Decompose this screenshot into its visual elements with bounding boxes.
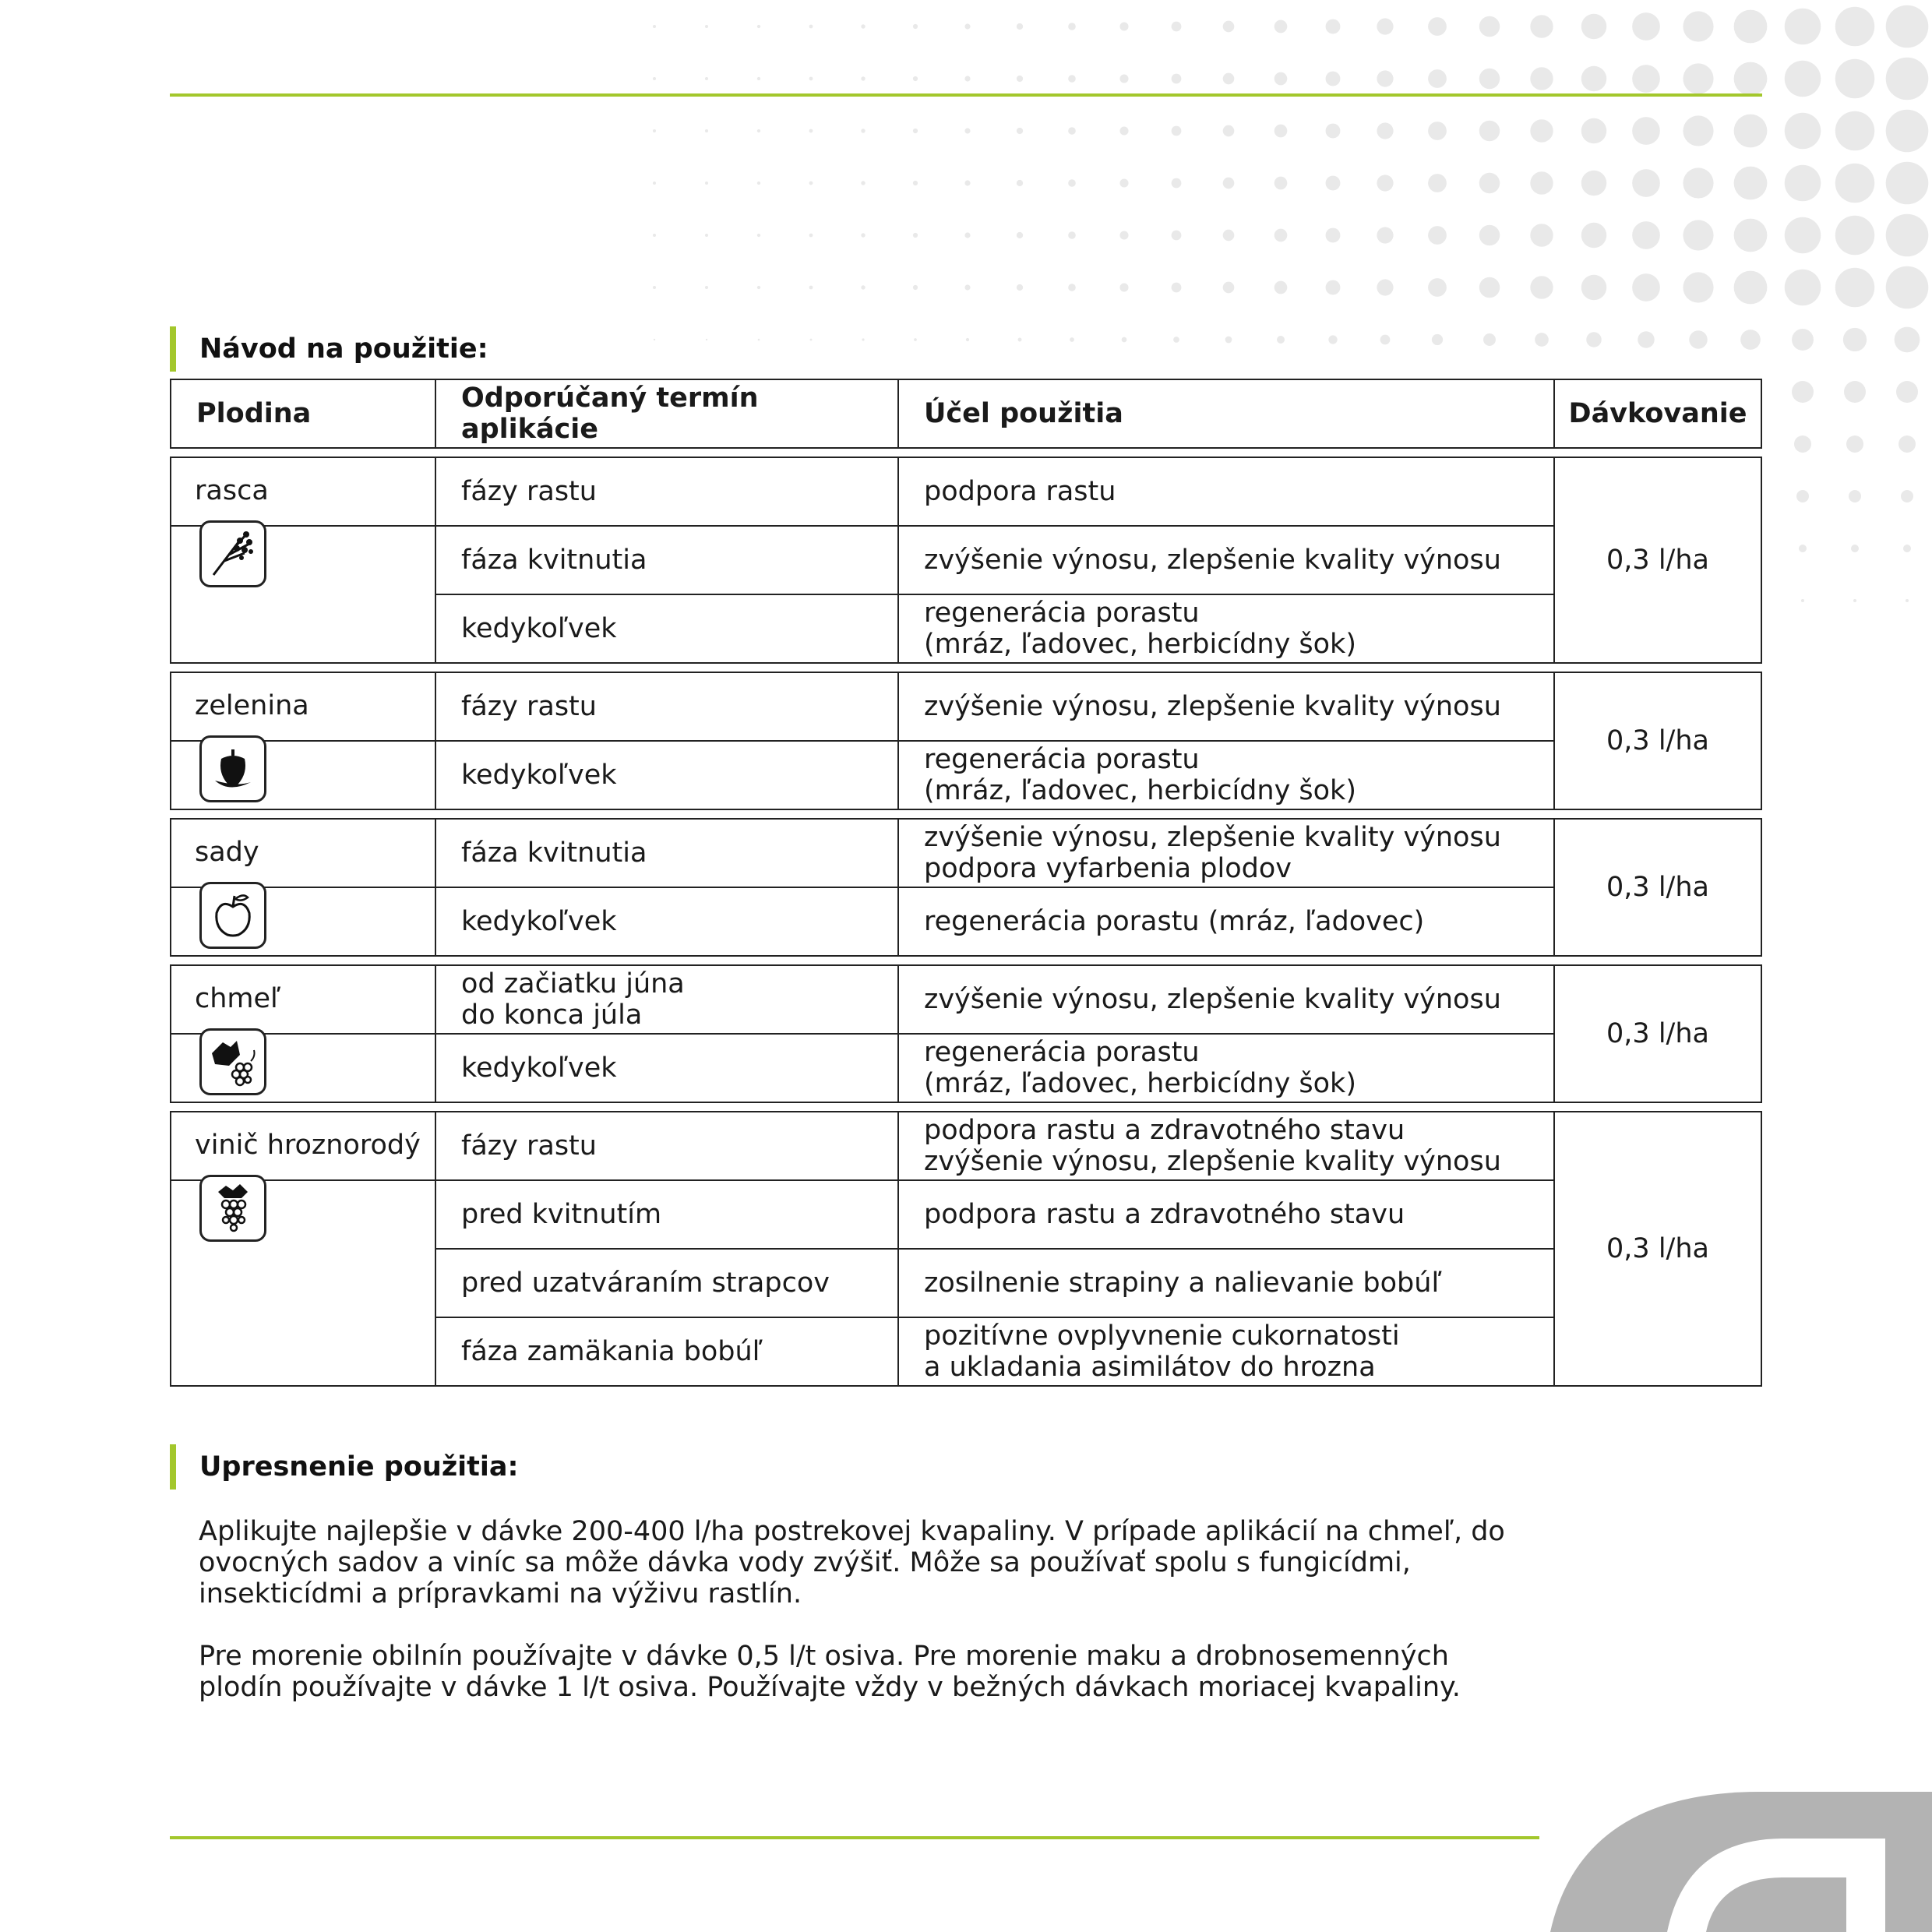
term-cell: fáza kvitnutia — [435, 818, 899, 888]
dose-cell: 0,3 l/ha — [1553, 672, 1762, 810]
header-purpose: Účel použitia — [897, 379, 1555, 449]
purpose-cell: zvýšenie výnosu, zlepšenie kvality výnosu — [897, 964, 1555, 1035]
purpose-cell: pozitívne ovplyvnenie cukornatosti a ukladania asimilátov do hrozna — [897, 1317, 1555, 1387]
purpose-cell: zvýšenie výnosu, zlepšenie kvality výnosu — [897, 525, 1555, 595]
term-cell: fáza kvitnutia — [435, 525, 899, 595]
grapes-icon — [199, 1175, 266, 1242]
term-cell: fázy rastu — [435, 457, 899, 527]
term-cell: fáza zamäkania bobúľ — [435, 1317, 899, 1387]
term-cell: kedykoľvek — [435, 1033, 899, 1103]
details-paragraph-2: Pre morenie obilnín používajte v dávke 0,5 l/t osiva. Pre morenie maku a drobnosemenných plodín používajte v dávke 1 l/t osiva. Používajte vždy v bežných dávkach moriacej kvapaliny. — [199, 1641, 1461, 1703]
dose-cell: 0,3 l/ha — [1553, 1111, 1762, 1387]
crop-name: zelenina — [170, 672, 436, 742]
purpose-cell: zvýšenie výnosu, zlepšenie kvality výnosu podpora vyfarbenia plodov — [897, 818, 1555, 888]
hops-icon — [199, 1028, 266, 1095]
purpose-cell: podpora rastu a zdravotného stavu zvýšenie výnosu, zlepšenie kvality výnosu — [897, 1111, 1555, 1181]
purpose-cell: zvýšenie výnosu, zlepšenie kvality výnosu — [897, 672, 1555, 742]
term-cell: fázy rastu — [435, 1111, 899, 1181]
purpose-cell: zosilnenie strapiny a nalievanie bobúľ — [897, 1248, 1555, 1318]
details-paragraph-1: Aplikujte najlepšie v dávke 200-400 l/ha postrekovej kvapaliny. V prípade aplikácií na chmeľ, do ovocných sadov a viníc sa môže dávka vody zvýšiť. Môže sa používať spolu s fungicídmi, insekticídmi a prípravkami na výživu rastlín. — [199, 1516, 1505, 1609]
header-term: Odporúčaný termín aplikácie — [435, 379, 899, 449]
term-cell: kedykoľvek — [435, 887, 899, 957]
details-section-title: Upresnenie použitia: — [170, 1444, 519, 1490]
apple-icon — [199, 882, 266, 949]
crop-name: sady — [170, 818, 436, 888]
purpose-cell: regenerácia porastu (mráz, ľadovec, herbicídny šok) — [897, 594, 1555, 664]
term-cell: pred kvitnutím — [435, 1179, 899, 1250]
purpose-cell: regenerácia porastu (mráz, ľadovec) — [897, 887, 1555, 957]
term-cell: od začiatku júna do konca júla — [435, 964, 899, 1035]
top-divider — [170, 93, 1762, 97]
term-cell: pred uzatváraním strapcov — [435, 1248, 899, 1318]
header-crop: Plodina — [170, 379, 436, 449]
purpose-cell: regenerácia porastu (mráz, ľadovec, herbicídny šok) — [897, 740, 1555, 810]
caraway-icon — [199, 520, 266, 587]
crop-name: chmeľ — [170, 964, 436, 1035]
purpose-cell: podpora rastu — [897, 457, 1555, 527]
dose-cell: 0,3 l/ha — [1553, 818, 1762, 957]
bottom-divider — [170, 1836, 1539, 1839]
crop-name: vinič hroznorodý — [170, 1111, 436, 1181]
pepper-icon — [199, 735, 266, 802]
crop-name: rasca — [170, 457, 436, 527]
term-cell: fázy rastu — [435, 672, 899, 742]
corner-logo-shape — [1550, 1792, 1932, 1932]
term-cell: kedykoľvek — [435, 594, 899, 664]
purpose-cell: podpora rastu a zdravotného stavu — [897, 1179, 1555, 1250]
dose-cell: 0,3 l/ha — [1553, 457, 1762, 664]
purpose-cell: regenerácia porastu (mráz, ľadovec, herbicídny šok) — [897, 1033, 1555, 1103]
dose-cell: 0,3 l/ha — [1553, 964, 1762, 1103]
usage-section-title: Návod na použitie: — [170, 326, 488, 372]
header-dose: Dávkovanie — [1553, 379, 1762, 449]
term-cell: kedykoľvek — [435, 740, 899, 810]
